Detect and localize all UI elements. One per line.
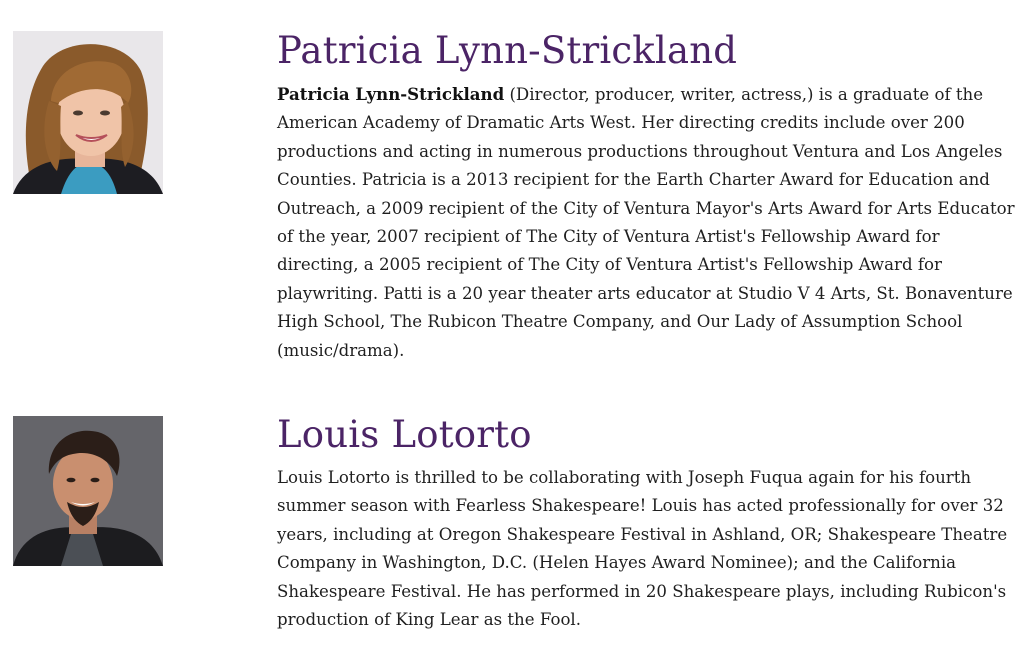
bio-name: Patricia Lynn-Strickland <box>277 29 738 72</box>
headshot-louis <box>13 416 163 566</box>
bio-text <box>277 80 1017 365</box>
bio-lead-name: Patricia Lynn-Strickland <box>277 84 505 104</box>
bio-content-patricia <box>277 28 1017 365</box>
bio-text: Louis Lotorto is thrilled to be collaborating with Joseph Fuqua again for his fourth summer season with Fearless Shakespeare! Louis has acted professionally for over 32 years, including at Oregon Shakespeare Festival in Ashland, OR; Shakespeare Theatre Company in Washington, D.C. (Helen Hayes Award Nominee); and the California Shakespeare Festival. He has performed in 20 Shakespeare plays, including Rubicon's production of King Lear as the Fool. <box>277 468 1008 630</box>
bio-content-louis <box>277 412 1017 634</box>
headshot-patricia <box>13 31 163 194</box>
bio-body: (Director, producer, writer, actress,) is a graduate of the American Academy of Dramatic Arts West. Her directing credits include over 200 productions and acting in numerous productions throughout Ventura and Los Angeles Counties. Patricia is a 2013 recipient for the Earth Charter Award for Education and Outreach, a 2009 recipient of the City of Ventura Mayor's Arts Award for Arts Educator of the year, 2007 recipient of The City of Ventura Artist's Fellowship Award for directing, a 2005 recipient of The City of Ventura Artist's Fellowship Award for playwriting. Patti is a 20 year theater arts educator at Studio V 4 Arts, St. Bonaventure High School, The Rubicon Theatre Company, and Our Lady of Assumption School (music/drama). <box>277 85 1015 360</box>
bio-name: Louis Lotorto <box>277 413 532 456</box>
